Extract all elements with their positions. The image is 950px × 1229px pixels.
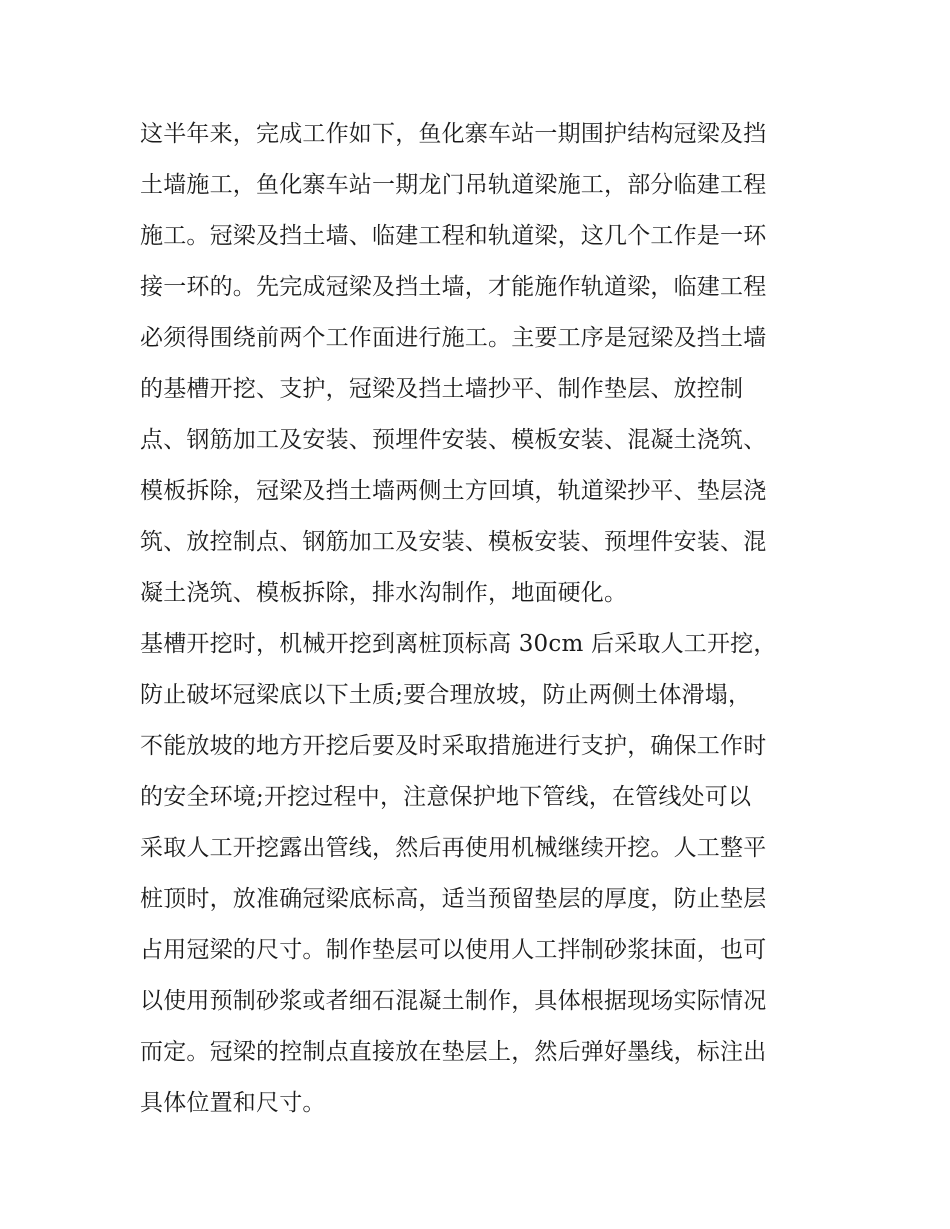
text-line: 桩顶时，放准确冠梁底标高，适当预留垫层的厚度，防止垫层 — [140, 886, 767, 912]
text-line: 土墙施工，鱼化寨车站一期龙门吊轨道梁施工，部分临建工程 — [140, 172, 767, 198]
text-line: 的基槽开挖、支护，冠梁及挡土墙抄平、制作垫层、放控制 — [140, 376, 744, 402]
text-line: 防止破坏冠梁底以下土质;要合理放坡，防止两侧土体滑塌， — [140, 682, 752, 708]
text-line: 模板拆除，冠梁及挡土墙两侧土方回填，轨道梁抄平、垫层浇 — [140, 478, 767, 504]
text-line: 必须得围绕前两个工作面进行施工。主要工序是冠梁及挡土墙 — [140, 325, 767, 351]
text-line: 基槽开挖时，机械开挖到离桩顶标高 30cm 后采取人工开挖， — [140, 631, 777, 657]
text-line: 以使用预制砂浆或者细石混凝土制作，具体根据现场实际情况 — [140, 988, 767, 1014]
text-line: 不能放坡的地方开挖后要及时采取措施进行支护，确保工作时 — [140, 733, 767, 759]
text-line: 凝土浇筑、模板拆除，排水沟制作，地面硬化。 — [140, 580, 628, 606]
text-line: 这半年来，完成工作如下，鱼化寨车站一期围护结构冠梁及挡 — [140, 121, 767, 147]
text-line: 占用冠梁的尺寸。制作垫层可以使用人工拌制砂浆抹面，也可 — [140, 937, 767, 963]
body-text — [140, 109, 820, 1129]
text-line: 采取人工开挖露出管线，然后再使用机械继续开挖。人工整平 — [140, 835, 767, 861]
text-line: 具体位置和尺寸。 — [140, 1090, 326, 1116]
text-line: 筑、放控制点、钢筋加工及安装、模板安装、预埋件安装、混 — [140, 529, 767, 555]
text-line: 接一环的。先完成冠梁及挡土墙，才能施作轨道梁，临建工程 — [140, 274, 767, 300]
paragraph-excavation — [140, 619, 820, 1129]
paragraph-work-summary — [140, 109, 820, 619]
text-line: 施工。冠梁及挡土墙、临建工程和轨道梁，这几个工作是一环 — [140, 223, 767, 249]
text-line: 的安全环境;开挖过程中，注意保护地下管线，在管线处可以 — [140, 784, 752, 810]
text-line: 点、钢筋加工及安装、预埋件安装、模板安装、混凝土浇筑、 — [140, 427, 767, 453]
text-line: 而定。冠梁的控制点直接放在垫层上，然后弹好墨线，标注出 — [140, 1039, 767, 1065]
